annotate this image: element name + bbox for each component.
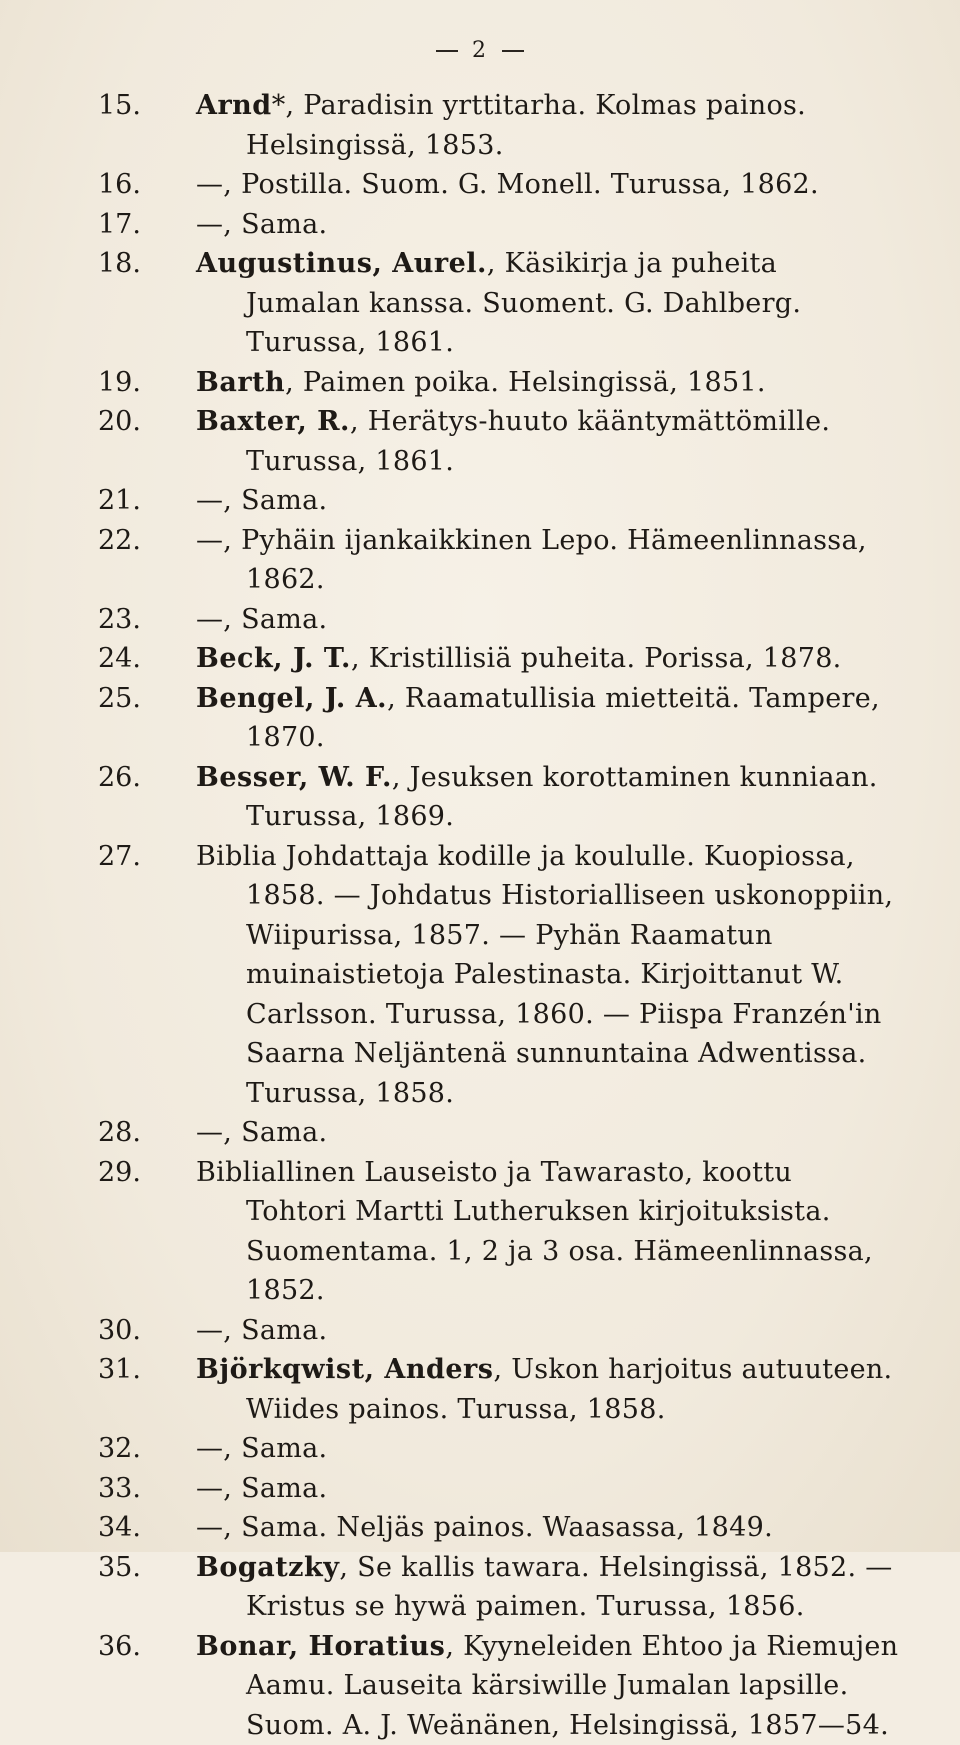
- entry-number: 31.: [98, 1350, 196, 1390]
- page-header: [0, 38, 960, 63]
- entry-text: , Kyyneleiden Ehtoo ja Riemujen Aamu. Lauseita kärsiwille Jumalan lapsille. Suom. A. J. Weänänen, Helsingissä, 1857—54.: [246, 1631, 898, 1741]
- entry-author: Bogatzky: [196, 1552, 339, 1583]
- entry-text: , Uskon harjoitus autuuteen. Wiides painos. Turussa, 1858.: [246, 1354, 892, 1425]
- bibliography-entry: [0, 1508, 960, 1548]
- entry-text: , Paimen poika. Helsingissä, 1851.: [285, 367, 766, 398]
- entry-number: 30.: [98, 1311, 196, 1351]
- entry-number: 33.: [98, 1469, 196, 1509]
- entry-text: —, Sama.: [196, 1473, 327, 1504]
- entry-text: —, Pyhäin ijankaikkinen Lepo. Hämeenlinnassa, 1862.: [196, 525, 867, 596]
- entry-text: Biblia Johdattaja kodille ja koululle. Kuopiossa, 1858. — Johdatus Historialliseen uskonoppiin, Wiipurissa, 1857. — Pyhän Raamatun muinaistietoja Palestinasta. Kirjoittanut W. Carlsson. Turussa, 1860. — Piispa Franzén'in Saarna Neljäntenä sunnuntaina Adwentissa. Turussa, 1858.: [196, 841, 893, 1109]
- entry-text: —, Postilla. Suom. G. Monell. Turussa, 1862.: [196, 169, 819, 200]
- entry-number: 20.: [98, 402, 196, 442]
- entry-number: 16.: [98, 165, 196, 205]
- bibliography-entry: [0, 1627, 960, 1745]
- entry-number: 25.: [98, 679, 196, 719]
- entry-text: —, Sama.: [196, 604, 327, 635]
- bibliography-list: [0, 86, 960, 1745]
- entry-author: Barth: [196, 367, 285, 398]
- entry-text: —, Sama. Neljäs painos. Waasassa, 1849.: [196, 1512, 773, 1543]
- entry-number: 34.: [98, 1508, 196, 1548]
- entry-number: 17.: [98, 205, 196, 245]
- bibliography-entry: [0, 1469, 960, 1509]
- bibliography-entry: [0, 1548, 960, 1627]
- bibliography-entry: [0, 837, 960, 1114]
- entry-author: Bonar, Horatius: [196, 1631, 445, 1662]
- entry-number: 36.: [98, 1627, 196, 1667]
- entry-number: 35.: [98, 1548, 196, 1588]
- entry-number: 19.: [98, 363, 196, 403]
- entry-author: Baxter, R.: [196, 406, 350, 437]
- entry-number: 26.: [98, 758, 196, 798]
- entry-text: Bibliallinen Lauseisto ja Tawarasto, koottu Tohtori Martti Lutheruksen kirjoituksista. Suomentama. 1, 2 ja 3 osa. Hämeenlinnassa, 1852.: [196, 1157, 873, 1307]
- entry-author: Björkqwist, Anders: [196, 1354, 493, 1385]
- entry-author: Arnd: [196, 90, 272, 121]
- entry-text: —, Sama.: [196, 1315, 327, 1346]
- entry-number: 29.: [98, 1153, 196, 1193]
- entry-number: 15.: [98, 86, 196, 126]
- bibliography-entry: [0, 86, 960, 165]
- bibliography-entry: [0, 165, 960, 205]
- bibliography-entry: [0, 1153, 960, 1311]
- entry-author: Beck, J. T.: [196, 643, 351, 674]
- header-dash-left: [436, 50, 458, 52]
- bibliography-entry: [0, 600, 960, 640]
- entry-author: Besser, W. F.: [196, 762, 392, 793]
- entry-text: *, Paradisin yrttitarha. Kolmas painos. Helsingissä, 1853.: [246, 90, 806, 161]
- entry-text: , Se kallis tawara. Helsingissä, 1852. — Kristus se hywä paimen. Turussa, 1856.: [246, 1552, 893, 1623]
- entry-text: —, Sama.: [196, 209, 327, 240]
- bibliography-entry: [0, 679, 960, 758]
- bibliography-entry: [0, 363, 960, 403]
- bibliography-entry: [0, 1113, 960, 1153]
- bibliography-entry: [0, 244, 960, 363]
- bibliography-entry: [0, 521, 960, 600]
- bibliography-entry: [0, 402, 960, 481]
- entry-number: 21.: [98, 481, 196, 521]
- entry-text: —, Sama.: [196, 485, 327, 516]
- entry-number: 32.: [98, 1429, 196, 1469]
- entry-text: —, Sama.: [196, 1117, 327, 1148]
- bibliography-entry: [0, 1350, 960, 1429]
- entry-number: 23.: [98, 600, 196, 640]
- bibliography-entry: [0, 205, 960, 245]
- header-dash-right: [502, 50, 524, 52]
- entry-text: , Jesuksen korottaminen kunniaan. Turussa, 1869.: [246, 762, 878, 833]
- entry-text: , Herätys-huuto kääntymättömille. Turussa, 1861.: [246, 406, 830, 477]
- bibliography-entry: [0, 481, 960, 521]
- entry-number: 28.: [98, 1113, 196, 1153]
- bibliography-entry: [0, 1311, 960, 1351]
- entry-text: , Käsikirja ja puheita Jumalan kanssa. Suoment. G. Dahlberg. Turussa, 1861.: [246, 248, 801, 358]
- page-number: 2: [472, 38, 488, 63]
- bibliography-entry: [0, 639, 960, 679]
- entry-number: 18.: [98, 244, 196, 284]
- entry-number: 24.: [98, 639, 196, 679]
- entry-author: Bengel, J. A.: [196, 683, 387, 714]
- entry-number: 22.: [98, 521, 196, 561]
- entry-author: Augustinus, Aurel.: [196, 248, 487, 279]
- entry-number: 27.: [98, 837, 196, 877]
- entry-text: , Kristillisiä puheita. Porissa, 1878.: [351, 643, 842, 674]
- entry-text: —, Sama.: [196, 1433, 327, 1464]
- bibliography-entry: [0, 1429, 960, 1469]
- bibliography-entry: [0, 758, 960, 837]
- entry-text: , Raamatullisia mietteitä. Tampere, 1870.: [246, 683, 880, 754]
